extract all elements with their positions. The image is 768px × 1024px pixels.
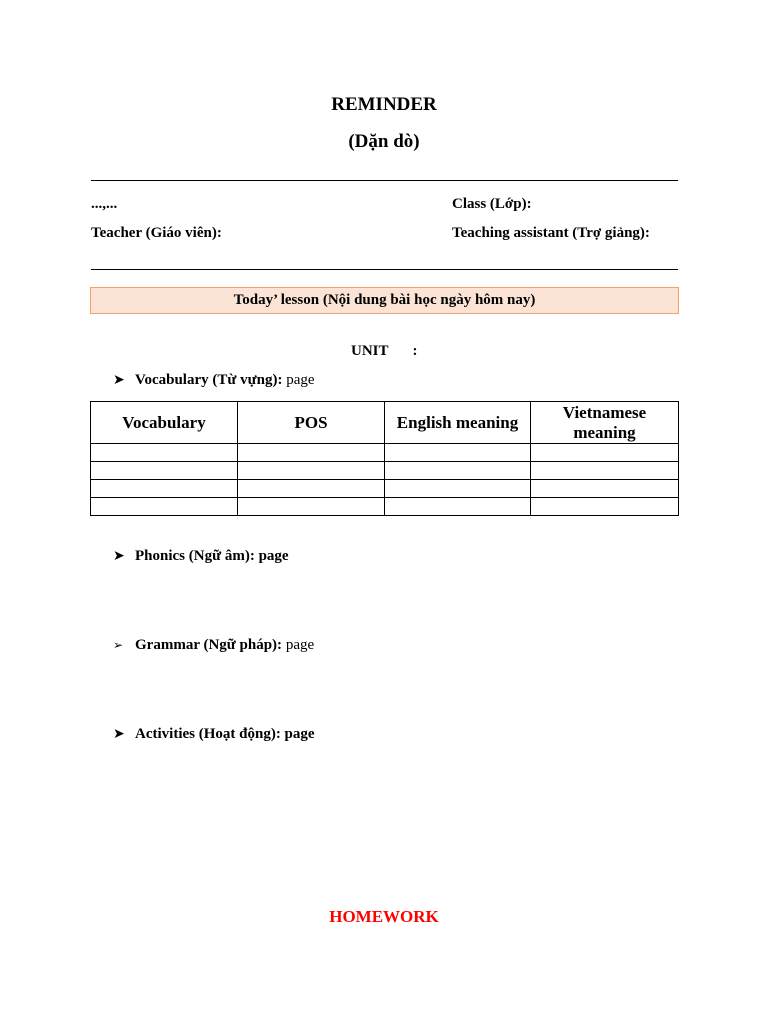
col-header-vocabulary: Vocabulary (91, 402, 238, 444)
table-cell[interactable] (238, 444, 385, 462)
grammar-section (113, 637, 314, 654)
top-divider (91, 180, 678, 181)
table-cell[interactable] (531, 444, 679, 462)
page-title: REMINDER (331, 94, 437, 115)
unit-label: UNIT (351, 343, 389, 359)
arrow-bullet-icon: ➢ (113, 638, 124, 652)
teacher-label: Teacher (Giáo viên): (91, 225, 222, 241)
vocabulary-label: Vocabulary (Từ vựng): (135, 372, 283, 388)
arrow-bullet-icon: ➤ (113, 726, 125, 742)
table-header-row (91, 402, 679, 444)
col-header-vietnamese-meaning: Vietnamese meaning (531, 402, 679, 444)
table-cell[interactable] (91, 444, 238, 462)
todays-lesson-label: Today’ lesson (Nội dung bài học ngày hôm nay) (233, 292, 536, 308)
table-row (91, 498, 679, 516)
grammar-label: Grammar (Ngữ pháp): (135, 637, 283, 653)
table-cell[interactable] (531, 462, 679, 480)
table-cell[interactable] (531, 480, 679, 498)
page-subtitle: (Dặn dò) (348, 131, 420, 152)
table-cell[interactable] (91, 480, 238, 498)
unit-line (351, 343, 418, 360)
vocabulary-page: page (286, 372, 315, 388)
table-cell[interactable] (531, 498, 679, 516)
table-row (91, 462, 679, 480)
col-header-english-meaning: English meaning (385, 402, 531, 444)
grammar-page: page (285, 637, 315, 653)
arrow-bullet-icon: ➤ (113, 372, 125, 388)
teaching-assistant-label: Teaching assistant (Trợ giảng): (452, 225, 650, 241)
table-row (91, 480, 679, 498)
table-cell[interactable] (91, 462, 238, 480)
col-header-pos: POS (238, 402, 385, 444)
date-field: ...,... (91, 196, 118, 212)
table-cell[interactable] (385, 444, 531, 462)
table-cell[interactable] (385, 462, 531, 480)
bottom-divider (91, 269, 678, 270)
phonics-section (113, 548, 289, 565)
vocabulary-table (90, 401, 679, 516)
class-label: Class (Lớp): (452, 196, 532, 212)
table-cell[interactable] (238, 480, 385, 498)
todays-lesson-box (90, 287, 679, 314)
activities-section (113, 726, 315, 743)
table-cell[interactable] (385, 480, 531, 498)
unit-colon: : (412, 343, 418, 359)
activities-label: Activities (Hoạt động): page (135, 726, 315, 742)
vocabulary-section (113, 372, 315, 389)
table-cell[interactable] (238, 498, 385, 516)
table-cell[interactable] (238, 462, 385, 480)
table-cell[interactable] (91, 498, 238, 516)
table-row (91, 444, 679, 462)
homework-heading: HOMEWORK (329, 907, 439, 926)
table-cell[interactable] (385, 498, 531, 516)
arrow-bullet-icon: ➤ (113, 548, 125, 564)
phonics-label: Phonics (Ngữ âm): page (135, 548, 289, 564)
